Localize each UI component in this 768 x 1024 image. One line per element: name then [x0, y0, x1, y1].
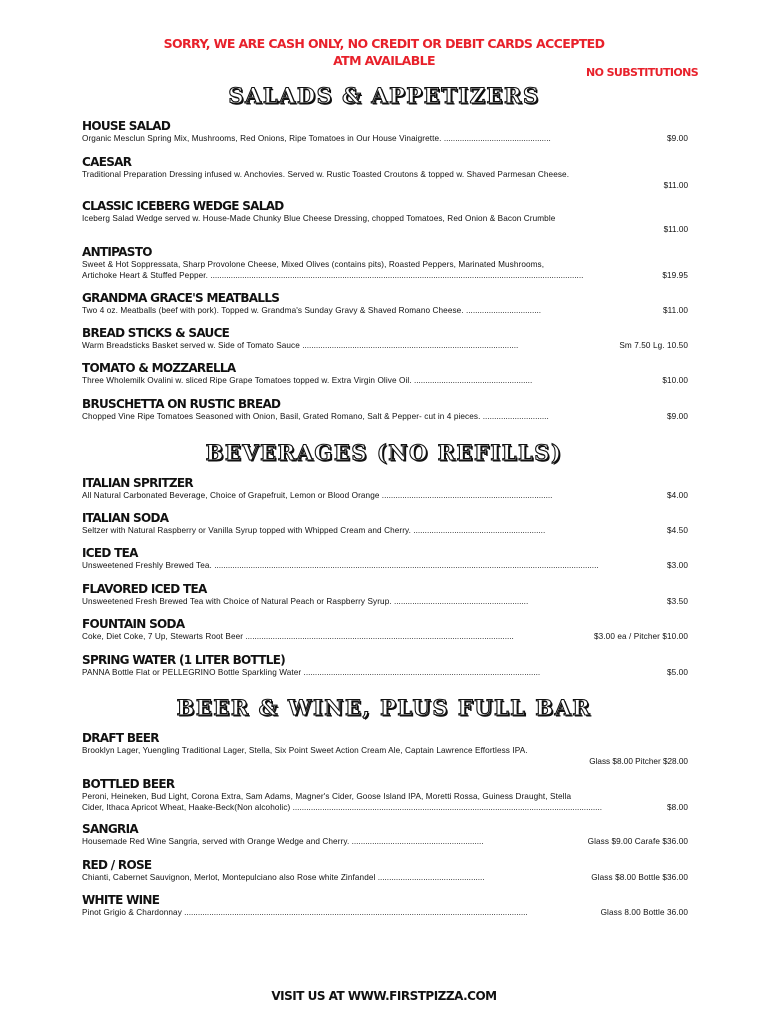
menu-item-tomato-mozzarella: TOMATO & MOZZARELLA Three Wholemilk Ovalini w. sliced Ripe Grape Tomatoes topped w. Extra Virgin Olive Oil. .................................................... $10.00	[82, 361, 688, 385]
menu-item-bread-sticks: BREAD STICKS & SAUCE Warm Breadsticks Basket served w. Side of Tomato Sauce ............................................................................................... Sm 7.50 Lg. 10.50	[82, 326, 688, 350]
item-description-continued: Artichoke Heart & Stuffed Pepper.	[82, 270, 209, 280]
item-price: Sm 7.50 Lg. 10.50	[619, 341, 688, 350]
item-price: $8.00	[667, 802, 688, 812]
item-description: Sweet & Hot Soppressata, Sharp Provolone Cheese, Mixed Olives (contains pits), Roasted Peppers, Marinated Mushrooms,	[82, 260, 545, 269]
item-description: Housemade Red Wine Sangria, served with Orange Wedge and Cherry.	[82, 837, 350, 846]
item-name: BRUSCHETTA ON RUSTIC BREAD	[82, 397, 281, 411]
item-name: CAESAR	[82, 155, 132, 169]
item-description: Unsweetened Freshly Brewed Tea.	[82, 561, 212, 570]
section-title-salads: SALADS & APPETIZERS	[228, 83, 540, 108]
item-description: PANNA Bottle Flat or PELLEGRINO Bottle Sparkling Water	[82, 668, 302, 677]
item-description: Peroni, Heineken, Bud Light, Corona Extra, Sam Adams, Magner's Cider, Goose Island IPA, Moretti Rossa, Guiness Draught, Stella	[82, 792, 572, 801]
menu-item-white-wine: WHITE WINE Pinot Grigio & Chardonnay ....................................................................................................................................................... Glass 8.00 Bottle 36.00	[82, 893, 688, 917]
item-description: Iceberg Salad Wedge served w. House-Made Chunky Blue Cheese Dressing, chopped Tomatoes, Red Onion & Bacon Crumble	[82, 214, 556, 223]
menu-item-flavored-iced-tea: FLAVORED ICED TEA Unsweetened Fresh Brewed Tea with Choice of Natural Peach or Raspberry Syrup. ........................................................... $3.50	[82, 582, 688, 606]
section-title-beer-wine: BEER & WINE, PLUS FULL BAR	[176, 695, 592, 720]
item-name: SPRING WATER (1 LITER BOTTLE)	[82, 653, 286, 667]
item-price: $10.00	[662, 376, 688, 385]
item-price: $3.50	[667, 597, 688, 606]
menu-item-spring-water: SPRING WATER (1 LITER BOTTLE) PANNA Bottle Flat or PELLEGRINO Bottle Sparkling Water ........................................................................................................ $5.00	[82, 653, 688, 677]
item-price: $11.00	[663, 180, 688, 190]
item-price: $11.00	[663, 224, 688, 234]
item-description: Warm Breadsticks Basket served w. Side of Tomato Sauce	[82, 341, 300, 350]
item-price: $9.00	[667, 412, 688, 421]
item-description: Two 4 oz. Meatballs (beef with pork). Topped w. Grandma's Sunday Gravy & Shaved Romano Cheese.	[82, 306, 464, 315]
menu-item-iceberg-wedge	[82, 199, 688, 235]
menu-item-bottled-beer: BOTTLED BEER Peroni, Heineken, Bud Light, Corona Extra, Sam Adams, Magner's Cider, Goose Island IPA, Moretti Rossa, Guiness Draught, Stella Cider, Ithaca Apricot Wheat, Haake-Beck(Non alcoholic) ........................................................................................................................................ $8.00	[82, 777, 688, 812]
menu-item-iced-tea: ICED TEA Unsweetened Freshly Brewed Tea. ......................................................................................................................................................................... $3.00	[82, 546, 688, 570]
item-price: Glass $8.00 Pitcher $28.00	[589, 756, 688, 766]
atm-notice: ATM AVAILABLE	[333, 53, 435, 68]
item-price: $4.00	[667, 491, 688, 500]
item-description: Chopped Vine Ripe Tomatoes Seasoned with Onion, Basil, Grated Romano, Salt & Pepper- cut in 4 pieces.	[82, 412, 481, 421]
item-name: BOTTLED BEER	[82, 777, 175, 791]
item-name: SANGRIA	[82, 822, 138, 836]
item-description-continued: Cider, Ithaca Apricot Wheat, Haake-Beck(Non alcoholic)	[82, 802, 291, 812]
item-price: Glass 8.00 Bottle 36.00	[600, 908, 688, 917]
item-description: Chianti, Cabernet Sauvignon, Merlot, Montepulciano also Rose white Zinfandel	[82, 873, 376, 882]
item-description: All Natural Carbonated Beverage, Choice of Grapefruit, Lemon or Blood Orange	[82, 491, 380, 500]
website-link[interactable]: VISIT US AT WWW.FIRSTPIZZA.COM	[271, 989, 497, 1003]
menu-item-fountain-soda: FOUNTAIN SODA Coke, Diet Coke, 7 Up, Stewarts Root Beer ...................................................................................................................... $3.00 ea / Pitcher $10.00	[82, 617, 688, 641]
item-price: $3.00 ea / Pitcher $10.00	[594, 632, 688, 641]
item-name: RED / ROSE	[82, 858, 152, 872]
menu-item-italian-soda: ITALIAN SODA Seltzer with Natural Raspberry or Vanilla Syrup topped with Whipped Cream and Cherry. .......................................................... $4.50	[82, 511, 688, 535]
item-price: $4.50	[667, 526, 688, 535]
item-price: Glass $9.00 Carafe $36.00	[587, 837, 688, 846]
item-description: Coke, Diet Coke, 7 Up, Stewarts Root Beer	[82, 632, 244, 641]
cash-only-notice: SORRY, WE ARE CASH ONLY, NO CREDIT OR DEBIT CARDS ACCEPTED	[163, 36, 605, 51]
menu-item-bruschetta: BRUSCHETTA ON RUSTIC BREAD Chopped Vine Ripe Tomatoes Seasoned with Onion, Basil, Grated Romano, Salt & Pepper- cut in 4 pieces. ............................. $9.00	[82, 397, 688, 421]
item-name: BREAD STICKS & SAUCE	[82, 326, 230, 340]
menu-item-antipasto: ANTIPASTO Sweet & Hot Soppressata, Sharp Provolone Cheese, Mixed Olives (contains pits), Roasted Peppers, Marinated Mushrooms, Artichoke Heart & Stuffed Pepper. .................................................................................................................................................................... $19.95	[82, 245, 688, 280]
item-description: Seltzer with Natural Raspberry or Vanilla Syrup topped with Whipped Cream and Cherry.	[82, 526, 412, 535]
item-name: WHITE WINE	[82, 893, 160, 907]
item-description: Three Wholemilk Ovalini w. sliced Ripe Grape Tomatoes topped w. Extra Virgin Olive Oil.	[82, 376, 412, 385]
item-name: GRANDMA GRACE'S MEATBALLS	[82, 291, 280, 305]
item-name: ANTIPASTO	[82, 245, 152, 259]
item-name: HOUSE SALAD	[82, 119, 171, 133]
item-price: $9.00	[667, 134, 688, 143]
item-description: Organic Mesclun Spring Mix, Mushrooms, Red Onions, Ripe Tomatoes in Our House Vinaigrette.	[82, 134, 442, 143]
menu-item-caesar	[82, 155, 688, 191]
section-title-beverages: BEVERAGES (NO REFILLS)	[205, 440, 563, 465]
item-description: Unsweetened Fresh Brewed Tea with Choice of Natural Peach or Raspberry Syrup.	[82, 597, 392, 606]
menu-item-red-rose: RED / ROSE Chianti, Cabernet Sauvignon, Merlot, Montepulciano also Rose white Zinfandel ............................................... Glass $8.00 Bottle $36.00	[82, 858, 688, 882]
item-description: Brooklyn Lager, Yuengling Traditional Lager, Stella, Six Point Sweet Action Cream Ale, Captain Lawrence Effortless IPA.	[82, 746, 528, 755]
item-name: FLAVORED ICED TEA	[82, 582, 207, 596]
item-name: CLASSIC ICEBERG WEDGE SALAD	[82, 199, 284, 213]
item-name: FOUNTAIN SODA	[82, 617, 185, 631]
menu-item-house-salad: HOUSE SALAD Organic Mesclun Spring Mix, Mushrooms, Red Onions, Ripe Tomatoes in Our House Vinaigrette. ............................................... $9.00	[82, 119, 688, 143]
menu-item-meatballs: GRANDMA GRACE'S MEATBALLS Two 4 oz. Meatballs (beef with pork). Topped w. Grandma's Sunday Gravy & Shaved Romano Cheese. ................................. $11.00	[82, 291, 688, 315]
item-name: DRAFT BEER	[82, 731, 159, 745]
item-price: $11.00	[662, 306, 688, 315]
item-name: ITALIAN SPRITZER	[82, 476, 193, 490]
menu-item-italian-spritzer: ITALIAN SPRITZER All Natural Carbonated Beverage, Choice of Grapefruit, Lemon or Blood Orange ........................................................................... $4.00	[82, 476, 688, 500]
item-name: ICED TEA	[82, 546, 138, 560]
menu-item-sangria: SANGRIA Housemade Red Wine Sangria, served with Orange Wedge and Cherry. .......................................................... Glass $9.00 Carafe $36.00	[82, 822, 688, 846]
item-price: $3.00	[667, 561, 688, 570]
item-name: TOMATO & MOZZARELLA	[82, 361, 236, 375]
item-price: Glass $8.00 Bottle $36.00	[591, 873, 688, 882]
item-price: $19.95	[662, 270, 688, 280]
item-price: $5.00	[667, 668, 688, 677]
item-name: ITALIAN SODA	[82, 511, 169, 525]
no-substitutions-notice: NO SUBSTITUTIONS	[586, 66, 699, 79]
item-description: Traditional Preparation Dressing infused w. Anchovies. Served w. Rustic Toasted Croutons & topped w. Shaved Parmesan Cheese.	[82, 170, 570, 179]
item-description: Pinot Grigio & Chardonnay	[82, 908, 182, 917]
menu-item-draft-beer	[82, 731, 688, 767]
